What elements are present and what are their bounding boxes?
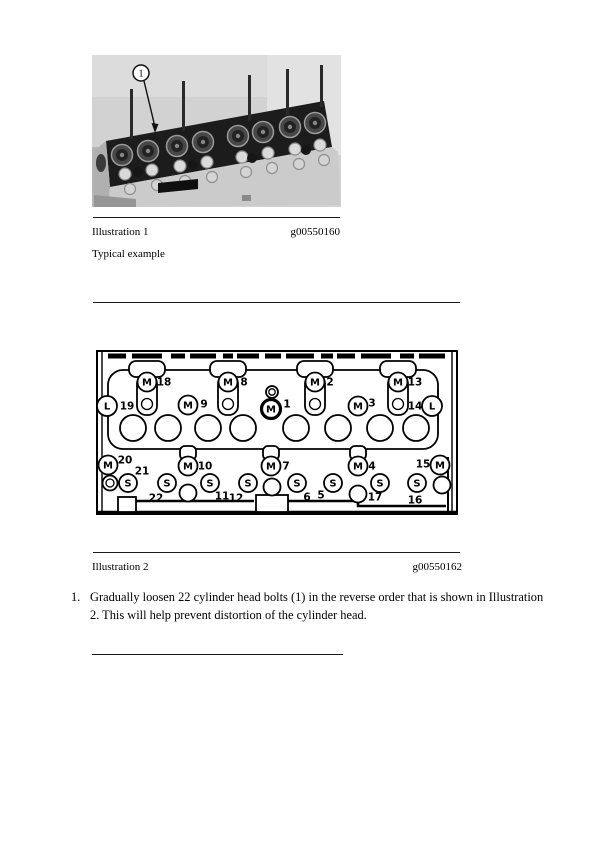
cylinder-port [230,415,256,441]
illustration-1-code: g00550160 [290,226,340,238]
boss-hole [223,399,234,410]
boss-hole [310,399,321,410]
bolt-hole [180,485,197,502]
bolt-type-letter: S [413,478,421,490]
bolt-type-letter: L [428,401,436,413]
cylinder-port [195,415,221,441]
bolt-type-letter: M [142,377,152,389]
illustration-1-caption-row [92,226,340,239]
bottom-center-tab [256,495,288,512]
bolt-type-letter: M [435,460,445,472]
bolt-sequence-number: 3 [368,397,376,410]
bolt-sequence-number: 6 [303,491,311,504]
bolt-type-letter: M [223,377,233,389]
cylinder-port [367,415,393,441]
bolt-type-letter: M [103,460,113,472]
bolt-sequence-number: 2 [326,376,334,389]
bolt-type-letter: S [163,478,171,490]
bolt-type-letter: M [183,400,193,412]
bolt-sequence-number: 13 [407,376,423,389]
illustration-1-subcaption: Typical example [92,248,165,260]
divider-bottom [92,654,343,655]
bolt-hole [264,479,281,496]
callout-number: 1 [138,68,144,80]
bolt-sequence-number: 5 [317,489,325,502]
divider-under-photo [93,217,340,218]
bolt-sequence-number: 21 [134,465,150,478]
cylinder-port [120,415,146,441]
bolt-sequence-number: 19 [119,400,135,413]
cylinder-port [155,415,181,441]
divider-above-diagram [93,302,460,303]
cylinder-port [325,415,351,441]
bolt-type-letter: S [244,478,252,490]
bolt-type-letter: M [266,404,276,416]
bolt-type-letter: L [103,401,111,413]
bolt-sequence-number: 7 [282,460,290,473]
bolt-type-letter: S [329,478,337,490]
bolt-sequence-number: 12 [228,492,244,505]
bolt-sequence-number: 1 [283,398,291,411]
bolt-sequence-number: 9 [200,398,208,411]
cylinder-port [283,415,309,441]
bolt-1-marker-inner [269,389,275,395]
bottom-left-tab [118,497,136,512]
bolt-sequence-number: 8 [240,376,248,389]
illustration-2-diagram [94,349,460,519]
illustration-2-code: g00550162 [412,561,462,573]
bolt-type-letter: S [293,478,301,490]
dowel-ring-inner [106,479,114,487]
divider-under-diagram [93,552,460,553]
bolt-sequence-number: 15 [415,458,431,471]
boss-hole [393,399,404,410]
bolt-sequence-number: 20 [117,454,133,467]
bolt-type-letter: M [183,461,193,473]
bolt-sequence-number: 22 [148,492,164,505]
illustration-1-label: Illustration 1 [92,226,149,238]
step-1-number: 1. [71,590,81,604]
bolt-sequence-number: 17 [367,491,383,504]
bolt-type-letter: M [353,461,363,473]
illustration-1-photo [92,55,341,207]
bolt-type-letter: S [376,478,384,490]
bolt-type-letter: M [353,401,363,413]
cylinder-port [403,415,429,441]
bolt-type-letter: S [124,478,132,490]
bolt-sequence-number: 14 [407,400,423,413]
illustration-2-caption-row [92,561,462,574]
step-1 [71,588,548,624]
bolt-sequence-number: 11 [214,490,230,503]
bolt-type-letter: M [310,377,320,389]
bolt-sequence-number: 16 [407,494,423,507]
bolt-hole [350,486,367,503]
bolt-type-letter: M [393,377,403,389]
bolt-sequence-number: 18 [156,376,172,389]
bolt-type-letter: M [266,461,276,473]
bolt-hole [434,477,451,494]
bolt-sequence-number: 10 [197,460,213,473]
bolt-type-letter: S [206,478,214,490]
cylinder-head-photo [92,55,341,207]
bolt-sequence-number: 4 [368,460,376,473]
step-1-text: Gradually loosen 22 cylinder head bolts (1) in the reverse order that is shown in Illustration 2. This will help prevent distortion of the cylinder head. [90,590,544,622]
boss-hole [142,399,153,410]
bolt-sequence-diagram [94,349,460,517]
illustration-2-label: Illustration 2 [92,561,149,573]
